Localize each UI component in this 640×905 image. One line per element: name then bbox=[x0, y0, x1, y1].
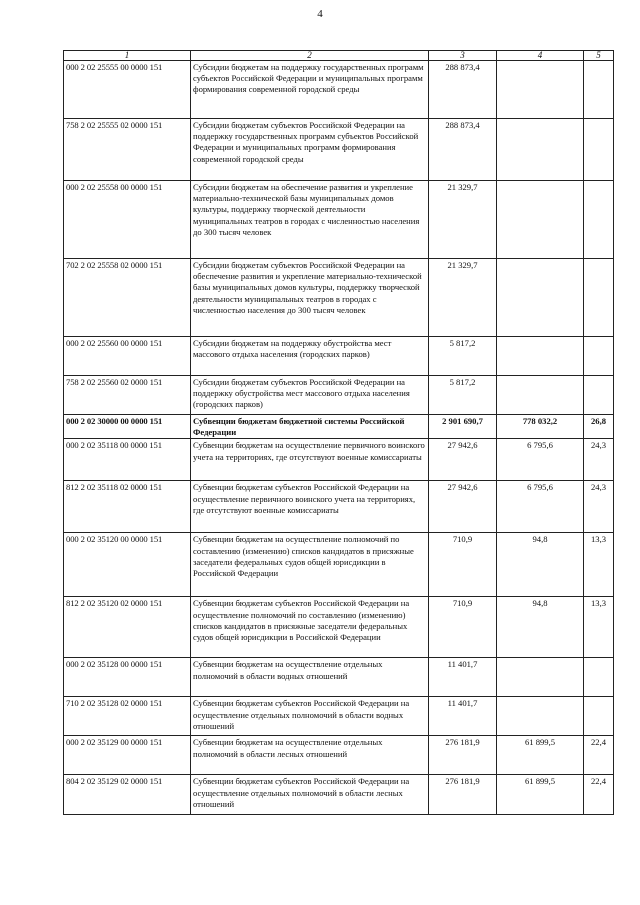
row-code: 804 2 02 35129 02 0000 151 bbox=[64, 775, 191, 815]
row-percent bbox=[584, 337, 614, 376]
row-amount-actual bbox=[497, 697, 584, 736]
row-amount-plan: 276 181,9 bbox=[429, 736, 497, 775]
row-amount-plan: 27 942,6 bbox=[429, 439, 497, 481]
table-row bbox=[64, 775, 614, 815]
row-amount-plan: 5 817,2 bbox=[429, 376, 497, 415]
table-row bbox=[64, 658, 614, 697]
row-percent: 13,3 bbox=[584, 533, 614, 597]
row-description: Субсидии бюджетам субъектов Российской Федерации на поддержку государственных программ субъектов Российской Федерации и муниципальных программ формирования современной городской среды bbox=[191, 119, 429, 181]
row-percent: 24,3 bbox=[584, 481, 614, 533]
row-amount-actual: 61 899,5 bbox=[497, 736, 584, 775]
row-amount-plan: 27 942,6 bbox=[429, 481, 497, 533]
row-code: 000 2 02 35118 00 0000 151 bbox=[64, 439, 191, 481]
row-percent: 13,3 bbox=[584, 597, 614, 658]
page-number: 4 bbox=[317, 8, 323, 20]
row-percent bbox=[584, 658, 614, 697]
row-amount-plan: 710,9 bbox=[429, 597, 497, 658]
row-amount-plan: 288 873,4 bbox=[429, 119, 497, 181]
row-percent bbox=[584, 376, 614, 415]
table-row bbox=[64, 439, 614, 481]
row-description: Субвенции бюджетам субъектов Российской Федерации на осуществление отдельных полномочий в области лесных отношений bbox=[191, 775, 429, 815]
row-description: Субвенции бюджетам субъектов Российской Федерации на осуществление полномочий по составлению (изменению) списков кандидатов в присяжные заседатели федеральных судов общей юрисдикции в Российской Федерации bbox=[191, 597, 429, 658]
table-row bbox=[64, 376, 614, 415]
table-row bbox=[64, 259, 614, 337]
column-header-4: 4 bbox=[497, 51, 584, 61]
table-row bbox=[64, 337, 614, 376]
row-amount-actual: 6 795,6 bbox=[497, 481, 584, 533]
row-amount-plan: 276 181,9 bbox=[429, 775, 497, 815]
table-row bbox=[64, 697, 614, 736]
table-row bbox=[64, 119, 614, 181]
row-code: 000 2 02 35128 00 0000 151 bbox=[64, 658, 191, 697]
row-code: 000 2 02 30000 00 0000 151 bbox=[64, 415, 191, 439]
column-header-5: 5 bbox=[584, 51, 614, 61]
row-amount-plan: 5 817,2 bbox=[429, 337, 497, 376]
row-amount-actual: 778 032,2 bbox=[497, 415, 584, 439]
row-code: 812 2 02 35120 02 0000 151 bbox=[64, 597, 191, 658]
row-amount-actual bbox=[497, 376, 584, 415]
row-code: 812 2 02 35118 02 0000 151 bbox=[64, 481, 191, 533]
row-description: Субсидии бюджетам на обеспечение развития и укрепление материально-технической базы муниципальных домов культуры, поддержку творческой деятельности муниципальных театров в городах с численностью населения до 300 тысяч человек bbox=[191, 181, 429, 259]
row-amount-plan: 710,9 bbox=[429, 533, 497, 597]
row-amount-plan: 21 329,7 bbox=[429, 181, 497, 259]
row-code: 710 2 02 35128 02 0000 151 bbox=[64, 697, 191, 736]
row-description: Субвенции бюджетам субъектов Российской Федерации на осуществление отдельных полномочий в области водных отношений bbox=[191, 697, 429, 736]
row-amount-actual: 61 899,5 bbox=[497, 775, 584, 815]
row-amount-plan: 288 873,4 bbox=[429, 61, 497, 119]
row-code: 000 2 02 25560 00 0000 151 bbox=[64, 337, 191, 376]
row-description: Субсидии бюджетам на поддержку обустройства мест массового отдыха населения (городских парков) bbox=[191, 337, 429, 376]
row-description: Субвенции бюджетам на осуществление отдельных полномочий в области водных отношений bbox=[191, 658, 429, 697]
table-row bbox=[64, 415, 614, 439]
row-code: 000 2 02 35129 00 0000 151 bbox=[64, 736, 191, 775]
table-row bbox=[64, 533, 614, 597]
row-description: Субвенции бюджетам бюджетной системы Российской Федерации bbox=[191, 415, 429, 439]
table-row bbox=[64, 736, 614, 775]
table-row bbox=[64, 597, 614, 658]
table-row bbox=[64, 61, 614, 119]
row-amount-plan: 21 329,7 bbox=[429, 259, 497, 337]
row-description: Субвенции бюджетам на осуществление первичного воинского учета на территориях, где отсутствуют военные комиссариаты bbox=[191, 439, 429, 481]
row-amount-plan: 11 401,7 bbox=[429, 697, 497, 736]
row-code: 758 2 02 25560 02 0000 151 bbox=[64, 376, 191, 415]
row-amount-actual bbox=[497, 119, 584, 181]
row-amount-plan: 2 901 690,7 bbox=[429, 415, 497, 439]
row-percent bbox=[584, 181, 614, 259]
row-percent: 22,4 bbox=[584, 775, 614, 815]
row-description: Субсидии бюджетам субъектов Российской Федерации на поддержку обустройства мест массового отдыха населения (городских парков) bbox=[191, 376, 429, 415]
row-percent bbox=[584, 119, 614, 181]
row-amount-actual: 94,8 bbox=[497, 597, 584, 658]
column-header-2: 2 bbox=[191, 51, 429, 61]
table-row bbox=[64, 181, 614, 259]
row-description: Субвенции бюджетам на осуществление полномочий по составлению (изменению) списков кандидатов в присяжные заседатели федеральных судов общей юрисдикции в Российской Федерации bbox=[191, 533, 429, 597]
row-amount-actual bbox=[497, 259, 584, 337]
row-percent: 24,3 bbox=[584, 439, 614, 481]
row-amount-actual: 6 795,6 bbox=[497, 439, 584, 481]
row-amount-actual bbox=[497, 61, 584, 119]
row-amount-actual bbox=[497, 658, 584, 697]
budget-table bbox=[63, 50, 614, 815]
row-percent: 26,8 bbox=[584, 415, 614, 439]
row-description: Субвенции бюджетам на осуществление отдельных полномочий в области лесных отношений bbox=[191, 736, 429, 775]
row-percent: 22,4 bbox=[584, 736, 614, 775]
row-amount-actual: 94,8 bbox=[497, 533, 584, 597]
row-amount-plan: 11 401,7 bbox=[429, 658, 497, 697]
table-row bbox=[64, 481, 614, 533]
row-description: Субвенции бюджетам субъектов Российской Федерации на осуществление первичного воинского учета на территориях, где отсутствуют военные комиссариаты bbox=[191, 481, 429, 533]
column-header-1: 1 bbox=[64, 51, 191, 61]
row-percent bbox=[584, 61, 614, 119]
row-code: 758 2 02 25555 02 0000 151 bbox=[64, 119, 191, 181]
row-percent bbox=[584, 697, 614, 736]
row-description: Субсидии бюджетам субъектов Российской Федерации на обеспечение развития и укрепление материально-технической базы муниципальных домов культуры, поддержку творческой деятельности муниципальных театров в городах с численностью населения до 300 тысяч человек bbox=[191, 259, 429, 337]
row-code: 000 2 02 25558 00 0000 151 bbox=[64, 181, 191, 259]
row-code: 000 2 02 35120 00 0000 151 bbox=[64, 533, 191, 597]
row-percent bbox=[584, 259, 614, 337]
header-row bbox=[64, 51, 614, 61]
row-code: 000 2 02 25555 00 0000 151 bbox=[64, 61, 191, 119]
row-amount-actual bbox=[497, 337, 584, 376]
column-header-3: 3 bbox=[429, 51, 497, 61]
row-description: Субсидии бюджетам на поддержку государственных программ субъектов Российской Федерации и муниципальных программ формирования современной городской среды bbox=[191, 61, 429, 119]
row-amount-actual bbox=[497, 181, 584, 259]
row-code: 702 2 02 25558 02 0000 151 bbox=[64, 259, 191, 337]
